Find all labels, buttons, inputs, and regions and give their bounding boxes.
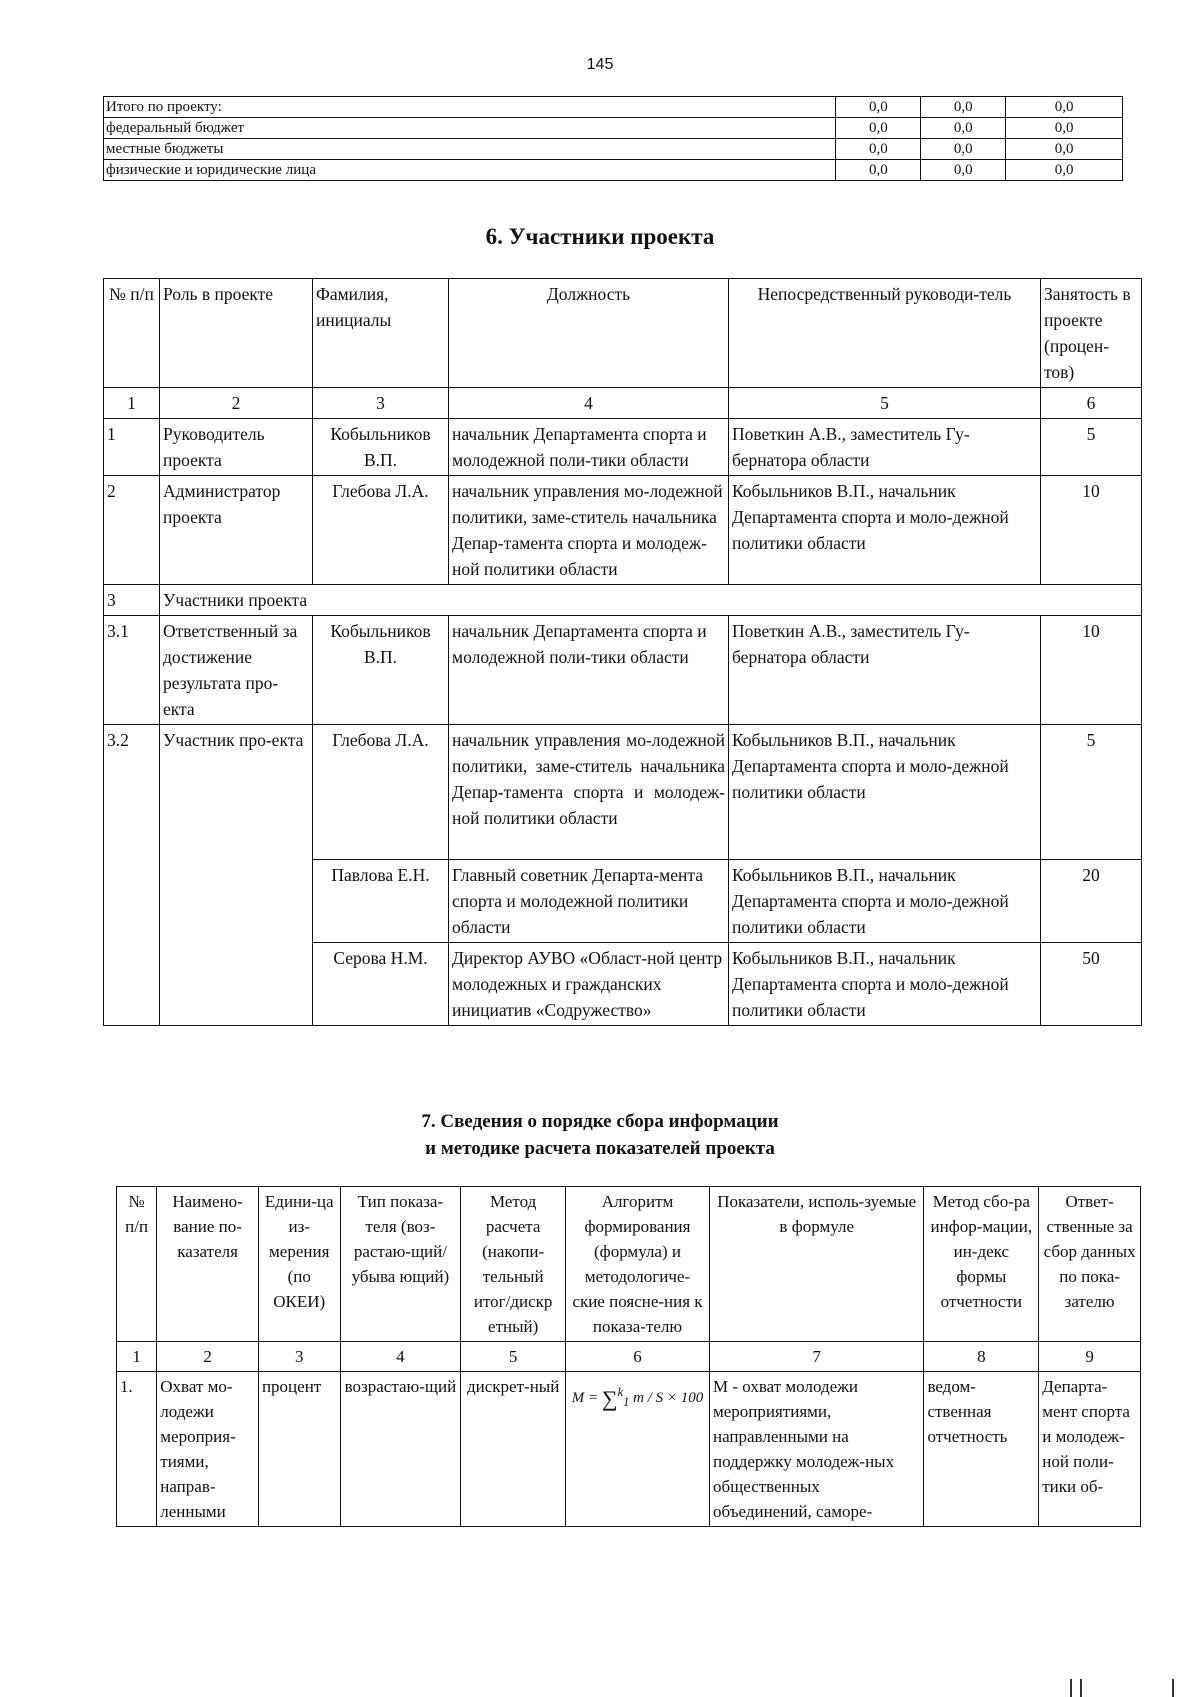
scan-artifact bbox=[1172, 1679, 1174, 1697]
row-employment: 5 bbox=[1041, 419, 1142, 476]
funding-label: местные бюджеты bbox=[104, 139, 836, 160]
row-position: Директор АУВО «Област-ной центр молодежных и гражданских инициатив «Содружество» bbox=[449, 943, 729, 1026]
table-row bbox=[104, 118, 1123, 139]
row-supervisor: Кобыльников В.П., начальник Департамента спорта и моло-дежной политики области bbox=[729, 860, 1041, 943]
header-row bbox=[117, 1187, 1141, 1342]
col-number: 5 bbox=[461, 1342, 566, 1372]
row-name: Кобыльников В.П. bbox=[313, 419, 449, 476]
funding-value: 0,0 bbox=[921, 118, 1006, 139]
scan-artifact bbox=[1070, 1679, 1072, 1697]
row-role: Ответственный за достижение результата про-екта bbox=[160, 616, 313, 725]
funding-value: 0,0 bbox=[836, 118, 921, 139]
col-header-responsible: Ответ-ственные за сбор данных по пока-зателю bbox=[1039, 1187, 1141, 1342]
formula-lhs: M = bbox=[571, 1390, 599, 1406]
row-num: 1. bbox=[117, 1372, 157, 1527]
row-num: 3.1 bbox=[104, 616, 160, 725]
col-number: 3 bbox=[258, 1342, 340, 1372]
row-num: 1 bbox=[104, 419, 160, 476]
table-row bbox=[104, 476, 1142, 585]
col-number: 1 bbox=[104, 388, 160, 419]
row-position: начальник управления мо-лодежной политики, заме-ститель начальника Депар-тамента спорта и молодеж-ной политики области bbox=[449, 476, 729, 585]
row-employment: 50 bbox=[1041, 943, 1142, 1026]
funding-label: федеральный бюджет bbox=[104, 118, 836, 139]
col-header-collection: Метод сбо-ра инфор-мации, ин-декс формы отчетности bbox=[924, 1187, 1039, 1342]
sigma-symbol: ∑ bbox=[601, 1386, 618, 1412]
methodology-table bbox=[116, 1186, 1141, 1527]
row-name: Павлова Е.Н. bbox=[313, 860, 449, 943]
col-header-unit: Едини-ца из-мерения (по ОКЕИ) bbox=[258, 1187, 340, 1342]
funding-label: физические и юридические лица bbox=[104, 160, 836, 181]
table-row bbox=[104, 97, 1123, 118]
row-employment: 10 bbox=[1041, 476, 1142, 585]
row-group-label: Участники проекта bbox=[160, 585, 1142, 616]
row-supervisor: Кобыльников В.П., начальник Департамента спорта и моло-дежной политики области bbox=[729, 476, 1041, 585]
row-collection: ведом-ственная отчетность bbox=[924, 1372, 1039, 1527]
row-position: Главный советник Департа-мента спорта и молодежной политики области bbox=[449, 860, 729, 943]
col-number: 2 bbox=[160, 388, 313, 419]
participants-table bbox=[103, 278, 1142, 1026]
col-number: 4 bbox=[340, 1342, 461, 1372]
col-number: 7 bbox=[709, 1342, 923, 1372]
funding-value: 0,0 bbox=[921, 139, 1006, 160]
row-role: Администратор проекта bbox=[160, 476, 313, 585]
formula-rhs: m / S × 100 bbox=[633, 1390, 704, 1406]
col-header-name: Фамилия, инициалы bbox=[313, 279, 449, 388]
funding-value: 0,0 bbox=[921, 160, 1006, 181]
row-supervisor: Поветкин А.В., заместитель Гу-бернатора области bbox=[729, 419, 1041, 476]
row-formula bbox=[566, 1372, 710, 1527]
formula-upper: k bbox=[617, 1385, 624, 1399]
funding-value: 0,0 bbox=[1006, 160, 1123, 181]
col-header-position: Должность bbox=[449, 279, 729, 388]
funding-value: 0,0 bbox=[1006, 139, 1123, 160]
col-header-indicators: Показатели, исполь-зуемые в формуле bbox=[709, 1187, 923, 1342]
section-6-title: 6. Участники проекта bbox=[485, 224, 715, 249]
col-header-num: № п/п bbox=[104, 279, 160, 388]
header-row bbox=[104, 279, 1142, 388]
table-row bbox=[104, 725, 1142, 860]
row-role: Участник про-екта bbox=[160, 725, 313, 1026]
funding-table bbox=[103, 96, 1123, 181]
row-type: возрастаю-щий bbox=[340, 1372, 461, 1527]
col-number: 6 bbox=[1041, 388, 1142, 419]
row-employment: 20 bbox=[1041, 860, 1142, 943]
row-position: начальник Департамента спорта и молодежной поли-тики области bbox=[449, 419, 729, 476]
row-name: Глебова Л.А. bbox=[313, 476, 449, 585]
col-number: 8 bbox=[924, 1342, 1039, 1372]
row-name: Глебова Л.А. bbox=[313, 725, 449, 860]
formula bbox=[572, 1380, 704, 1415]
formula-lower: 1 bbox=[623, 1395, 630, 1409]
col-number: 5 bbox=[729, 388, 1041, 419]
table-row bbox=[104, 139, 1123, 160]
funding-value: 0,0 bbox=[921, 97, 1006, 118]
row-indicators: M - охват молодежи мероприятиями, направленными на поддержку молодеж-ных общественных объединений, саморе- bbox=[709, 1372, 923, 1527]
col-header-employment: Занятость в проекте (процен-тов) bbox=[1041, 279, 1142, 388]
funding-value: 0,0 bbox=[836, 97, 921, 118]
funding-label: Итого по проекту: bbox=[104, 97, 836, 118]
col-number: 9 bbox=[1039, 1342, 1141, 1372]
row-name: Серова Н.М. bbox=[313, 943, 449, 1026]
col-number: 4 bbox=[449, 388, 729, 419]
col-number: 1 bbox=[117, 1342, 157, 1372]
col-header-supervisor: Непосредственный руководи-тель bbox=[729, 279, 1041, 388]
row-supervisor: Поветкин А.В., заместитель Гу-бернатора области bbox=[729, 616, 1041, 725]
row-responsible: Департа-мент спорта и молодеж-ной поли-тики об- bbox=[1039, 1372, 1141, 1527]
col-header-name: Наимено-вание по-казателя bbox=[157, 1187, 259, 1342]
col-header-calc: Метод расчета (накопи-тельный итог/дискр етный) bbox=[461, 1187, 566, 1342]
col-header-role: Роль в проекте bbox=[160, 279, 313, 388]
col-number: 6 bbox=[566, 1342, 710, 1372]
col-header-type: Тип показа-теля (воз-растаю-щий/убыва ющий) bbox=[340, 1187, 461, 1342]
row-employment: 10 bbox=[1041, 616, 1142, 725]
row-employment: 5 bbox=[1041, 725, 1142, 860]
row-position: начальник управления мо-лодежной политики, заме-ститель начальника Депар-тамента спорта и молодеж-ной политики области bbox=[449, 725, 729, 860]
row-role: Руководитель проекта bbox=[160, 419, 313, 476]
col-header-num: № п/п bbox=[117, 1187, 157, 1342]
section-7-title-line2: и методике расчета показателей проекта bbox=[425, 1138, 775, 1159]
row-unit: процент bbox=[258, 1372, 340, 1527]
row-name: Кобыльников В.П. bbox=[313, 616, 449, 725]
funding-value: 0,0 bbox=[836, 139, 921, 160]
col-number: 2 bbox=[157, 1342, 259, 1372]
section-7-title-line1: 7. Сведения о порядке сбора информации bbox=[421, 1111, 779, 1132]
row-num: 2 bbox=[104, 476, 160, 585]
row-supervisor: Кобыльников В.П., начальник Департамента спорта и моло-дежной политики области bbox=[729, 725, 1041, 860]
row-num: 3 bbox=[104, 585, 160, 616]
row-calc: дискрет-ный bbox=[461, 1372, 566, 1527]
row-name: Охват мо-лодежи мероприя-тиями, направ-ленными bbox=[157, 1372, 259, 1527]
column-number-row bbox=[117, 1342, 1141, 1372]
page-number: 145 bbox=[586, 56, 614, 73]
table-row bbox=[104, 616, 1142, 725]
col-header-algorithm: Алгоритм формирования (формула) и методологиче-ские поясне-ния к показа-телю bbox=[566, 1187, 710, 1342]
row-num: 3.2 bbox=[104, 725, 160, 1026]
table-row bbox=[104, 419, 1142, 476]
funding-value: 0,0 bbox=[1006, 118, 1123, 139]
row-position: начальник Департамента спорта и молодежной поли-тики области bbox=[449, 616, 729, 725]
funding-value: 0,0 bbox=[836, 160, 921, 181]
scan-artifact bbox=[1080, 1679, 1082, 1697]
table-row bbox=[104, 160, 1123, 181]
table-row bbox=[104, 585, 1142, 616]
col-number: 3 bbox=[313, 388, 449, 419]
column-number-row bbox=[104, 388, 1142, 419]
row-supervisor: Кобыльников В.П., начальник Департамента спорта и моло-дежной политики области bbox=[729, 943, 1041, 1026]
funding-value: 0,0 bbox=[1006, 97, 1123, 118]
section-7-title bbox=[0, 1108, 1200, 1162]
table-row bbox=[117, 1372, 1141, 1527]
